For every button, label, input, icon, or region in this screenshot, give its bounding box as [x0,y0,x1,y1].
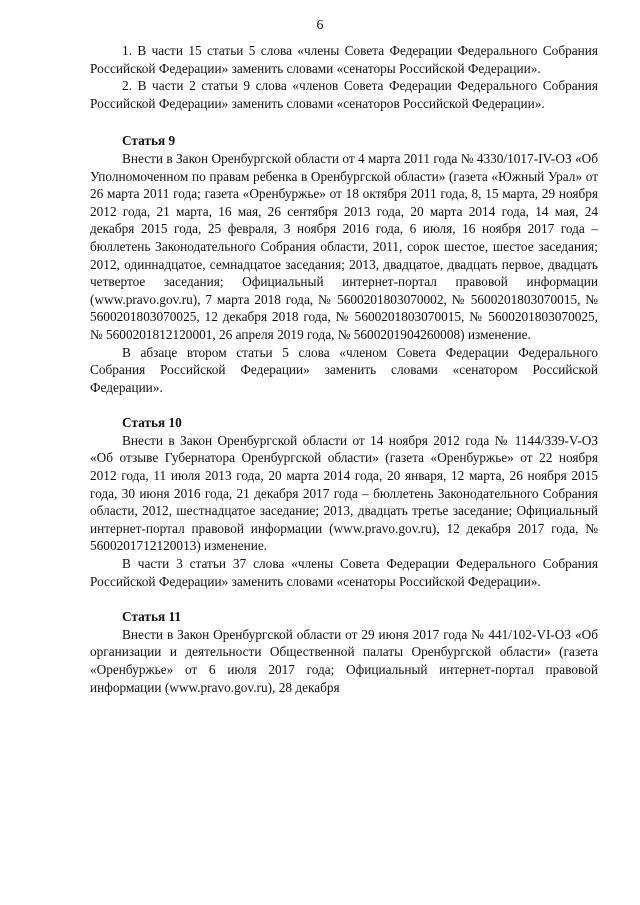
article-11 [90,608,598,696]
article-paragraph: Внести в Закон Оренбургской области от 29 июня 2017 года № 441/102-VI-ОЗ «Об организации и деятельности Общественной палаты Оренбургской области» (газета «Оренбуржье» от 6 июля 2017 года; Официальный интернет-портал правовой информации (www.pravo.gov.ru), 28 декабря [90,626,598,695]
article-10 [90,414,598,590]
intro-paragraph-2: 2. В части 2 статьи 9 слова «членов Совета Федерации Федерального Собрания Российской Федерации» заменить словами «сенаторов Российской Федерации». [90,78,598,111]
page-number: 6 [316,18,324,33]
article-heading: Статья 9 [122,133,176,149]
article-paragraph: Внести в Закон Оренбургской области от 14 ноября 2012 года № 1144/339-V-ОЗ «Об отзыве Губернатора Оренбургской области» (газета «Оренбуржье» от 22 ноября 2012 года, 11 июля 2013 года, 20 марта 2014 года, 20 января, 12 марта, 26 ноября 2015 года, 30 июня 2016 года, 21 декабря 2017 года – бюллетень Законодательного Собрания области, 2012, шестнадцатое заседание; 2013, двадцать третье заседание; Официальный интернет-портал правовой информации (www.pravo.gov.ru), 12 декабря 2017 года, № 5600201712120013) изменение. [90,432,598,554]
article-paragraph: В абзаце втором статьи 5 слова «членом Совета Федерации Федерального Собрания Российской Федерации» заменить словами «сенатором Российской Федерации». [90,344,598,395]
article-paragraph: В части 3 статьи 37 слова «члены Совета Федерации Федерального Собрания Российской Федерации» заменить словами «сенаторы Российской Федерации». [90,556,598,589]
article-9 [90,132,598,396]
article-heading: Статья 11 [122,609,182,625]
intro-paragraph-1: 1. В части 15 статьи 5 слова «члены Совета Федерации Федерального Собрания Российской Федерации» заменить словами «сенаторы Российской Федерации». [90,43,598,76]
document-body [90,42,598,696]
article-paragraph: Внести в Закон Оренбургской области от 4 марта 2011 года № 4330/1017-IV-ОЗ «Об Уполномоченном по правам ребенка в Оренбургской области» (газета «Южный Урал» от 26 марта 2011 года; газета «Оренбуржье» от 18 октября 2011 года, 8, 15 марта, 29 ноября 2012 года, 21 марта, 16 мая, 26 сентября 2013 года, 20 марта 2014 года, 14 мая, 24 декабря 2015 года, 25 февраля, 3 ноября 2016 года, 6 июля, 16 ноября 2017 года – бюллетень Законодательного Собрания области, 2011, сорок шестое, шестое заседания; 2012, одиннадцатое, семнадцатое заседания; 2013, двадцатое, двадцать первое, двадцать четвертое заседания; Официальный интернет-портал правовой информации (www.pravo.gov.ru), 7 марта 2018 года, № 5600201803070002, № 5600201803070015, № 5600201803070025, 12 декабря 2018 года, № 5600201803070015, № 5600201803070025, № 5600201812120001, 26 апреля 2019 года, № 5600201904260008) изменение. [90,150,598,342]
article-heading: Статья 10 [122,415,182,431]
